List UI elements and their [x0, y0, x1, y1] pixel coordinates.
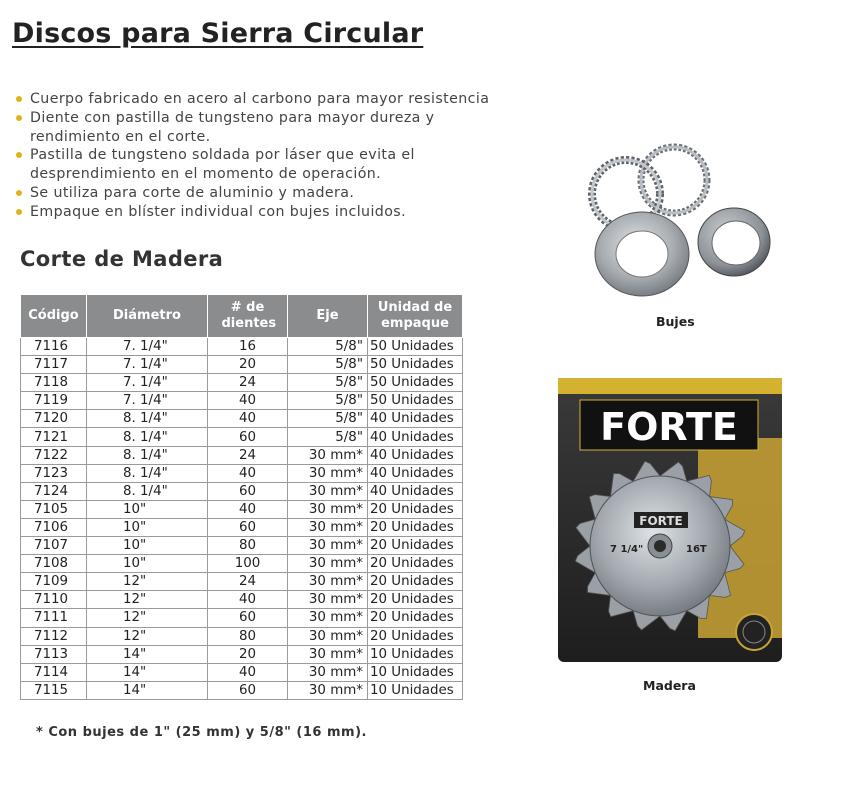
cell-package: 50 Unidades [368, 392, 463, 410]
cell-package: 50 Unidades [368, 356, 463, 374]
toothed-ring-back [641, 147, 707, 213]
header-code: Código [21, 295, 87, 338]
cell-package: 40 Unidades [368, 464, 463, 482]
cell-code: 7121 [21, 428, 87, 446]
feature-item [14, 109, 494, 147]
cell-package: 10 Unidades [368, 681, 463, 699]
cell-diameter: 14" [87, 645, 208, 663]
cell-teeth: 60 [208, 482, 288, 500]
bullet-icon [16, 96, 22, 102]
header-arbor: Eje [288, 295, 368, 338]
cell-diameter: 10" [87, 555, 208, 573]
cell-arbor: 30 mm* [288, 482, 368, 500]
feature-text: Se utiliza para corte de aluminio y madera. [30, 184, 355, 201]
feature-text: Pastilla de tungsteno soldada por láser que evita el desprendimiento en el momento de operación. [30, 147, 415, 183]
cell-code: 7122 [21, 446, 87, 464]
cell-teeth: 40 [208, 500, 288, 518]
table-row [21, 645, 463, 663]
cell-teeth: 100 [208, 555, 288, 573]
cell-diameter: 12" [87, 609, 208, 627]
cell-teeth: 80 [208, 627, 288, 645]
cell-code: 7109 [21, 573, 87, 591]
cell-diameter: 12" [87, 591, 208, 609]
blade-package-image [558, 378, 782, 662]
cell-teeth: 20 [208, 356, 288, 374]
table-row [21, 374, 463, 392]
table-row [21, 356, 463, 374]
cell-arbor: 30 mm* [288, 446, 368, 464]
cell-arbor: 30 mm* [288, 627, 368, 645]
cell-package: 50 Unidades [368, 374, 463, 392]
cell-package: 10 Unidades [368, 663, 463, 681]
table-row [21, 573, 463, 591]
cell-package: 20 Unidades [368, 500, 463, 518]
header-package-label: Unidad de empaque [377, 300, 453, 331]
cell-code: 7112 [21, 627, 87, 645]
cell-arbor: 30 mm* [288, 573, 368, 591]
cell-arbor: 5/8" [288, 392, 368, 410]
cell-code: 7113 [21, 645, 87, 663]
cell-code: 7107 [21, 537, 87, 555]
cell-diameter: 8. 1/4" [87, 410, 208, 428]
cell-diameter: 12" [87, 573, 208, 591]
table-row [21, 500, 463, 518]
cell-arbor: 30 mm* [288, 645, 368, 663]
cell-teeth: 60 [208, 609, 288, 627]
cell-arbor: 5/8" [288, 410, 368, 428]
cell-diameter: 14" [87, 681, 208, 699]
cell-code: 7118 [21, 374, 87, 392]
table-row [21, 428, 463, 446]
cell-arbor: 30 mm* [288, 518, 368, 536]
table-row [21, 555, 463, 573]
table-row [21, 482, 463, 500]
cell-package: 20 Unidades [368, 609, 463, 627]
feature-item [14, 146, 494, 184]
cell-package: 40 Unidades [368, 446, 463, 464]
header-diameter: Diámetro [87, 295, 208, 338]
bushings-caption: Bujes [656, 314, 695, 329]
cell-code: 7119 [21, 392, 87, 410]
cell-package: 20 Unidades [368, 518, 463, 536]
cell-package: 40 Unidades [368, 428, 463, 446]
page-title: Discos para Sierra Circular [12, 18, 424, 49]
table-row [21, 591, 463, 609]
cell-diameter: 7. 1/4" [87, 338, 208, 356]
table-header-row [21, 295, 463, 338]
cell-code: 7110 [21, 591, 87, 609]
cell-diameter: 14" [87, 663, 208, 681]
cell-code: 7111 [21, 609, 87, 627]
bullet-icon [16, 209, 22, 215]
cell-arbor: 5/8" [288, 356, 368, 374]
cell-arbor: 5/8" [288, 338, 368, 356]
cell-teeth: 16 [208, 338, 288, 356]
cell-code: 7108 [21, 555, 87, 573]
cell-diameter: 10" [87, 500, 208, 518]
cell-package: 50 Unidades [368, 338, 463, 356]
cell-code: 7123 [21, 464, 87, 482]
blade-caption: Madera [643, 678, 696, 693]
cell-package: 20 Unidades [368, 555, 463, 573]
cell-teeth: 40 [208, 591, 288, 609]
table-row [21, 446, 463, 464]
cell-code: 7115 [21, 681, 87, 699]
cell-diameter: 7. 1/4" [87, 356, 208, 374]
blade-size-text: 7 1/4" [610, 544, 644, 555]
cell-teeth: 40 [208, 410, 288, 428]
cell-arbor: 30 mm* [288, 609, 368, 627]
cell-teeth: 60 [208, 428, 288, 446]
cell-code: 7106 [21, 518, 87, 536]
cell-teeth: 24 [208, 374, 288, 392]
header-teeth-label: # de dientes [221, 300, 277, 331]
section-title: Corte de Madera [20, 247, 224, 271]
cell-arbor: 30 mm* [288, 681, 368, 699]
table-row [21, 681, 463, 699]
cell-code: 7116 [21, 338, 87, 356]
bullet-icon [16, 190, 22, 196]
cell-code: 7105 [21, 500, 87, 518]
cell-diameter: 8. 1/4" [87, 428, 208, 446]
cell-package: 40 Unidades [368, 410, 463, 428]
cell-teeth: 60 [208, 518, 288, 536]
table-body [21, 338, 463, 700]
cell-teeth: 60 [208, 681, 288, 699]
table-row [21, 338, 463, 356]
cell-teeth: 40 [208, 464, 288, 482]
header-package [368, 295, 463, 338]
feature-text: Diente con pastilla de tungsteno para mayor dureza y rendimiento en el corte. [30, 109, 435, 145]
brand-logo-text: FORTE [600, 405, 738, 449]
cell-arbor: 30 mm* [288, 500, 368, 518]
feature-text: Cuerpo fabricado en acero al carbono para mayor resistencia [30, 91, 490, 107]
cell-code: 7124 [21, 482, 87, 500]
cell-arbor: 30 mm* [288, 537, 368, 555]
cell-diameter: 8. 1/4" [87, 482, 208, 500]
table-row [21, 609, 463, 627]
cell-teeth: 80 [208, 537, 288, 555]
quality-seal-icon [736, 614, 772, 650]
cell-code: 7117 [21, 356, 87, 374]
cell-diameter: 7. 1/4" [87, 392, 208, 410]
cell-teeth: 40 [208, 392, 288, 410]
cell-diameter: 10" [87, 518, 208, 536]
table-row [21, 518, 463, 536]
cell-package: 40 Unidades [368, 482, 463, 500]
cell-arbor: 30 mm* [288, 591, 368, 609]
cell-arbor: 5/8" [288, 374, 368, 392]
cell-code: 7114 [21, 663, 87, 681]
table-row [21, 663, 463, 681]
cell-arbor: 30 mm* [288, 464, 368, 482]
cell-package: 10 Unidades [368, 645, 463, 663]
cell-package: 20 Unidades [368, 573, 463, 591]
blade-teeth-text: 16T [686, 544, 707, 555]
cell-teeth: 24 [208, 573, 288, 591]
cell-teeth: 20 [208, 645, 288, 663]
feature-item [14, 184, 494, 203]
blade-logo-text: FORTE [639, 514, 683, 528]
bushings-image [588, 142, 772, 302]
table-row [21, 464, 463, 482]
table-row [21, 410, 463, 428]
table-row [21, 627, 463, 645]
bullet-icon [16, 115, 22, 121]
cell-teeth: 40 [208, 663, 288, 681]
cell-teeth: 24 [208, 446, 288, 464]
table-row [21, 537, 463, 555]
cell-arbor: 30 mm* [288, 663, 368, 681]
bullet-icon [16, 152, 22, 158]
cell-diameter: 12" [87, 627, 208, 645]
footnote: * Con bujes de 1" (25 mm) y 5/8" (16 mm). [36, 725, 367, 740]
cell-code: 7120 [21, 410, 87, 428]
product-table [20, 294, 463, 700]
cell-diameter: 7. 1/4" [87, 374, 208, 392]
cell-diameter: 8. 1/4" [87, 464, 208, 482]
header-teeth [208, 295, 288, 338]
cell-diameter: 8. 1/4" [87, 446, 208, 464]
cell-arbor: 5/8" [288, 428, 368, 446]
cell-package: 20 Unidades [368, 627, 463, 645]
cell-diameter: 10" [87, 537, 208, 555]
table-row [21, 392, 463, 410]
cell-package: 20 Unidades [368, 537, 463, 555]
washer-large [595, 212, 689, 296]
feature-text: Empaque en blíster individual con bujes incluidos. [30, 203, 406, 220]
feature-item [14, 203, 494, 222]
cell-arbor: 30 mm* [288, 555, 368, 573]
cell-package: 20 Unidades [368, 591, 463, 609]
feature-item [14, 90, 494, 109]
package-top-band [558, 378, 782, 394]
feature-list [14, 90, 494, 222]
washer-small [698, 208, 770, 276]
